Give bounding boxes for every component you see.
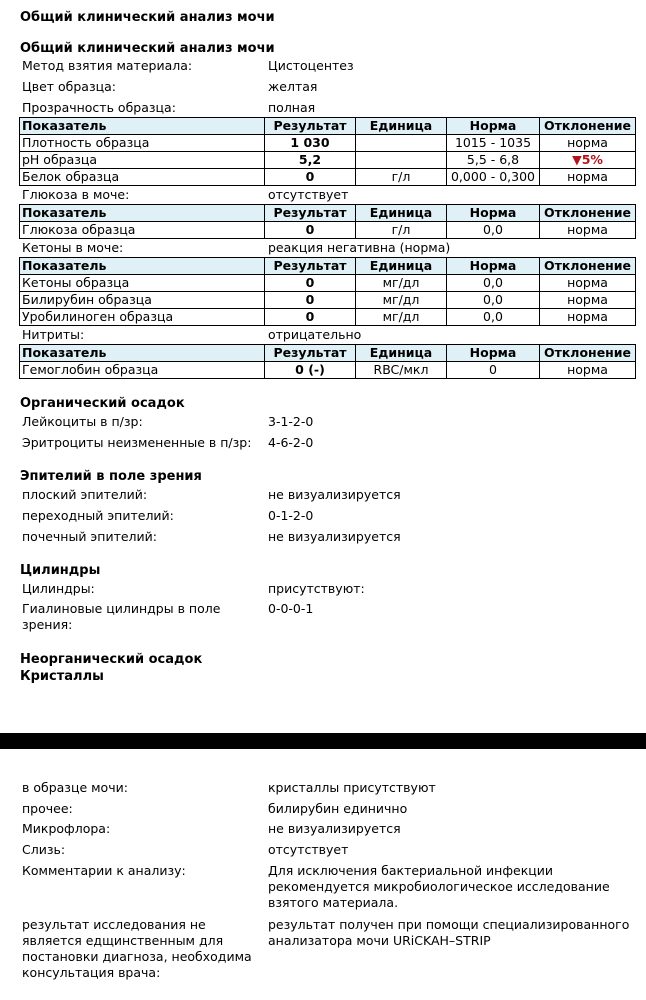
info-row: переходный эпителий: 0-1-2-0 [22, 508, 314, 523]
table-row: Белок образца 0 г/л 0,000 - 0,300 норма [20, 169, 636, 186]
table-row: Глюкоза образца 0 г/л 0,0 норма [20, 222, 636, 239]
header-norm: Норма [447, 118, 540, 135]
table-row: Гемоглобин образца 0 (-) RBC/мкл 0 норма [20, 362, 636, 379]
info-row: Метод взятия материала: Цистоцентез [22, 58, 354, 73]
cylinders-section-title: Цилиндры [20, 563, 101, 578]
results-table-2 [19, 204, 636, 239]
crystals-section-title: Кристаллы [20, 669, 104, 684]
table-row: Кетоны образца 0 мг/дл 0,0 норма [20, 275, 636, 292]
results-table-4 [19, 344, 636, 379]
info-row: Цвет образца: желтая [22, 79, 318, 94]
header-indicator: Показатель [20, 118, 265, 135]
document-title: Общий клинический анализ мочи [20, 10, 275, 25]
info-row: Микрофлора: не визуализируется [22, 821, 401, 836]
header-unit: Единица [356, 118, 447, 135]
table-header-row: Показатель Результат Единица Норма Отклонение [20, 345, 636, 362]
page-break-bar [0, 733, 646, 749]
table-row: Уробилиноген образца 0 мг/дл 0,0 норма [20, 309, 636, 326]
section-title: Общий клинический анализ мочи [20, 41, 275, 56]
glucose-row: Глюкоза в моче: отсутствует [22, 187, 349, 202]
results-table-1 [19, 117, 636, 186]
header-result: Результат [265, 118, 356, 135]
info-row: прочее: билирубин единично [22, 801, 408, 816]
organic-section-title: Органический осадок [20, 396, 185, 411]
deviation-down-badge: ▼5% [540, 152, 636, 169]
report-page-continued [0, 780, 646, 981]
ketone-row: Кетоны в моче: реакция негативна (норма) [22, 240, 451, 255]
info-row: Слизь: отсутствует [22, 842, 349, 857]
table-row: pH образца 5,2 5,5 - 6,8 ▼5% [20, 152, 636, 169]
table-row: Билирубин образца 0 мг/дл 0,0 норма [20, 292, 636, 309]
header-deviation: Отклонение [540, 118, 636, 135]
info-row: Лейкоциты в п/зр: 3-1-2-0 [22, 414, 314, 429]
table-header-row: Показатель Результат Единица Норма Отклонение [20, 205, 636, 222]
inorganic-section-title: Неорганический осадок [20, 652, 203, 667]
info-row: в образце мочи: кристаллы присутствуют [22, 780, 436, 795]
results-table-3 [19, 257, 636, 326]
disclaimer-row: результат исследования не является едщинственным для постановки диагноза, необходима консультация врача: результат получен при помощи специализированного анализатора мочи URiCKAH–STRIP [22, 917, 630, 980]
info-row: Гиалиновые цилиндры в поле зрения: 0-0-0-1 [22, 601, 314, 632]
table-header-row: Показатель Результат Единица Норма Отклонение [20, 258, 636, 275]
info-row: плоский эпителий: не визуализируется [22, 487, 401, 502]
info-row: почечный эпителий: не визуализируется [22, 529, 401, 544]
info-row: Эритроциты неизмененные в п/зр: 4-6-2-0 [22, 435, 314, 450]
nitrite-row: Нитриты: отрицательно [22, 327, 362, 342]
info-row: Прозрачность образца: полная [22, 100, 316, 115]
epithelium-section-title: Эпителий в поле зрения [20, 469, 202, 484]
table-row: Плотность образца 1 030 1015 - 1035 норма [20, 135, 636, 152]
info-row: Цилиндры: присутствуют: [22, 581, 365, 596]
comment-row: Комментарии к анализу: Для исключения бактериальной инфекции рекомендуется микробиологическое исследование взятого материала. [22, 863, 610, 910]
table-header-row [20, 118, 636, 135]
